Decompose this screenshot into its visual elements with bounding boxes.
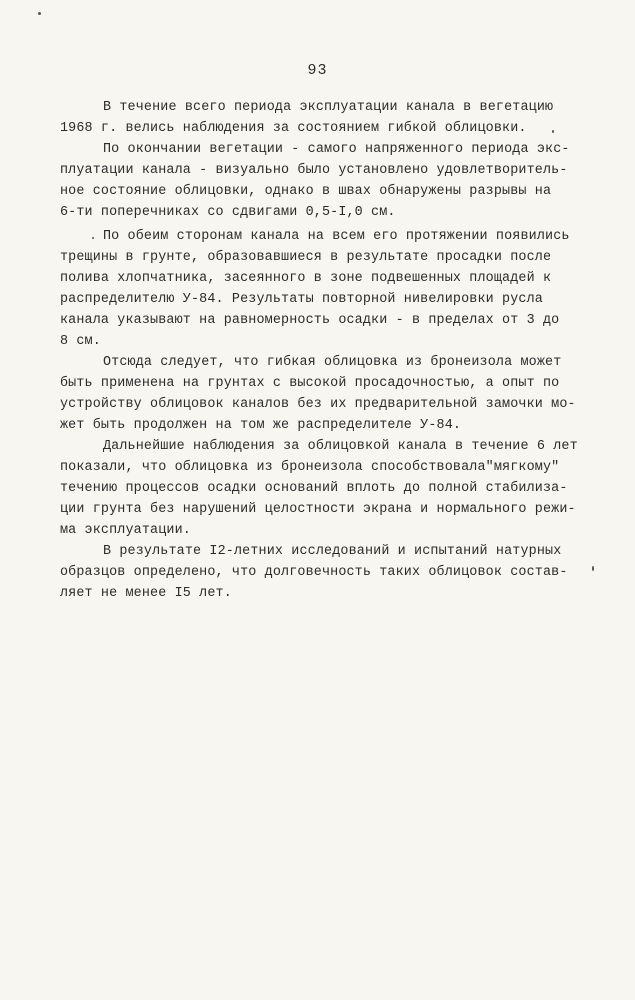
text-line: ции грунта без нарушений целостности экрана и нормального режи- — [60, 502, 576, 517]
text-line: В результате I2-летних исследований и испытаний натурных — [103, 544, 562, 559]
text-line: жет быть продолжен на том же распределителе У-84. — [60, 418, 462, 433]
text-line: канала указывают на равномерность осадки - в пределах от 3 до — [60, 313, 560, 328]
scan-speck — [38, 12, 41, 15]
scan-speck — [592, 566, 594, 571]
scan-speck — [552, 130, 554, 133]
page-number: 93 — [307, 62, 328, 79]
text-line: показали, что облицовка из бронеизола способствовала"мягкому" — [60, 460, 560, 475]
text-line: трещины в грунте, образовавшиеся в результате просадки после — [60, 250, 552, 265]
text-line: течению процессов осадки оснований вплоть до полной стабилиза- — [60, 481, 568, 496]
text-line: 1968 г. велись наблюдения за состоянием гибкой облицовки. — [60, 121, 527, 136]
text-line: 8 см. — [60, 334, 101, 349]
text-line: образцов определено, что долговечность таких облицовок состав- — [60, 565, 568, 580]
text-line: быть применена на грунтах с высокой просадочностью, а опыт по — [60, 376, 560, 391]
text-line: полива хлопчатника, засеянного в зоне подвешенных площадей к — [60, 271, 552, 286]
text-line: ляет не менее I5 лет. — [60, 586, 232, 601]
text-line: устройству облицовок каналов без их предварительной замочки мо- — [60, 397, 576, 412]
text-line: Дальнейшие наблюдения за облицовкой канала в течение 6 лет — [103, 439, 578, 454]
text-line: плуатации канала - визуально было установлено удовлетворитель- — [60, 163, 568, 178]
text-line: В течение всего периода эксплуатации канала в вегетацию — [103, 100, 554, 115]
text-line: распределителю У-84. Результаты повторной нивелировки русла — [60, 292, 543, 307]
scan-speck — [92, 237, 94, 239]
text-line: По обеим сторонам канала на всем его протяжении появились — [103, 229, 570, 244]
text-line: По окончании вегетации - самого напряженного периода экс- — [103, 142, 570, 157]
text-line: Отсюда следует, что гибкая облицовка из бронеизола может — [103, 355, 562, 370]
text-line: ное состояние облицовки, однако в швах обнаружены разрывы на — [60, 184, 552, 199]
text-line: 6-ти поперечниках со сдвигами 0,5-I,0 см. — [60, 205, 396, 220]
text-line: ма эксплуатации. — [60, 523, 191, 538]
